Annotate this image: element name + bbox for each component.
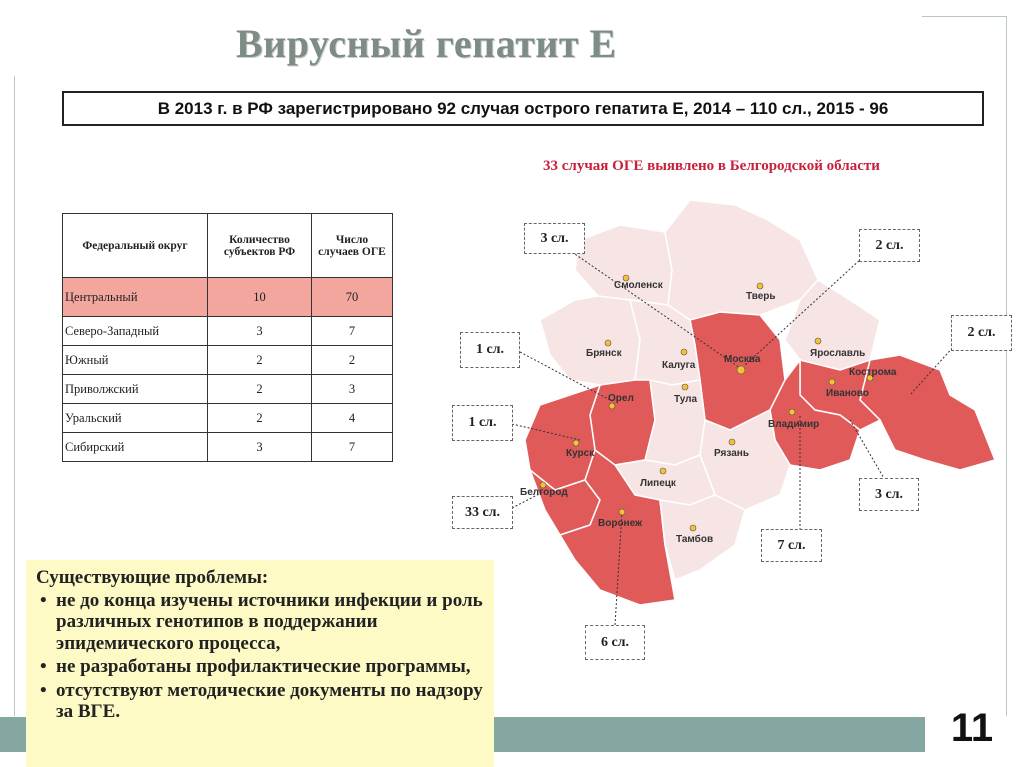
city-dot <box>729 439 735 445</box>
table-cell: 10 <box>208 278 312 317</box>
map-regions <box>525 200 995 605</box>
table-cell: Северо-Западный <box>63 317 208 346</box>
region-smolensk <box>575 225 672 305</box>
city-label: Орел <box>608 393 634 404</box>
city-label: Тула <box>674 394 698 405</box>
problems-box <box>26 560 494 767</box>
city-dot <box>681 349 687 355</box>
city-label: Белгород <box>520 487 568 498</box>
table-cell: 2 <box>312 346 393 375</box>
column-header: Количество субъектов РФ <box>208 214 312 278</box>
table-row <box>63 375 393 404</box>
table-cell: 70 <box>312 278 393 317</box>
problems-title: Существующие проблемы: <box>36 567 269 588</box>
list-item: • отсутствуют методические документы по надзору за ВГЕ. <box>56 680 486 723</box>
city-label: Тверь <box>746 291 776 302</box>
callout-3-cases-right: 3 сл. <box>859 478 919 511</box>
city-dot <box>829 379 835 385</box>
column-header: Число случаев ОГЕ <box>312 214 393 278</box>
city-label: Липецк <box>640 478 676 489</box>
city-dot <box>660 468 666 474</box>
federal-districts-table <box>62 213 393 462</box>
callout-33-cases: 33 сл. <box>452 496 513 529</box>
city-label: Брянск <box>586 348 622 359</box>
city-label: Иваново <box>826 388 870 399</box>
city-dot <box>619 509 625 515</box>
city-label: Кострома <box>849 367 897 378</box>
city-dot <box>789 409 795 415</box>
city-dot <box>573 440 579 446</box>
table-cell: Уральский <box>63 404 208 433</box>
table-row <box>63 433 393 462</box>
problems-list <box>36 590 486 723</box>
list-item: • не разработаны профилактические программы, <box>56 656 486 678</box>
city-label: Смоленск <box>614 280 663 291</box>
subtitle-text: В 2013 г. в РФ зарегистрировано 92 случая острого гепатита Е, 2014 – 110 сл., 2015 - 96 <box>157 98 889 118</box>
callout-1-case-lower: 1 сл. <box>452 405 513 441</box>
table-cell: 4 <box>312 404 393 433</box>
city-dot <box>757 283 763 289</box>
table-cell: 3 <box>312 375 393 404</box>
table-cell: 2 <box>208 375 312 404</box>
callout-2-cases-top-right: 2 сл. <box>859 229 920 262</box>
table-header-row <box>63 214 393 278</box>
list-item: • не до конца изучены источники инфекции и роль различных генотипов в поддержании эпидемического процесса, <box>56 590 486 655</box>
city-dot <box>682 384 688 390</box>
callout-3-cases-top: 3 сл. <box>524 223 585 254</box>
table-row <box>63 346 393 375</box>
table-cell: 2 <box>208 346 312 375</box>
city-label: Рязань <box>714 448 749 459</box>
table-cell: Сибирский <box>63 433 208 462</box>
region-tula <box>645 380 705 465</box>
table-cell: 2 <box>208 404 312 433</box>
table-cell: 3 <box>208 433 312 462</box>
table-row <box>63 317 393 346</box>
region-bryansk <box>540 296 640 385</box>
city-dot <box>737 366 745 374</box>
table-cell: Центральный <box>63 278 208 317</box>
city-label: Воронеж <box>598 518 643 529</box>
city-label: Калуга <box>662 360 696 371</box>
slide-number: 11 <box>950 706 994 750</box>
callout-2-cases-right: 2 сл. <box>951 315 1012 351</box>
table-row <box>63 278 393 317</box>
city-label: Владимир <box>768 419 820 430</box>
table-cell: 3 <box>208 317 312 346</box>
city-label: Ярославль <box>810 348 866 359</box>
map-caption: 33 случая ОГЕ выявлено в Белгородской области <box>543 158 880 174</box>
table-row <box>63 404 393 433</box>
table-cell: Приволжский <box>63 375 208 404</box>
table-cell: 7 <box>312 433 393 462</box>
region-tver <box>665 200 818 320</box>
callout-7-cases: 7 сл. <box>761 529 822 562</box>
column-header: Федеральный округ <box>63 214 208 278</box>
table-cell: Южный <box>63 346 208 375</box>
callout-1-case-upper: 1 сл. <box>460 332 520 368</box>
city-dot <box>605 340 611 346</box>
slide-title: Вирусный гепатит Е <box>236 21 617 66</box>
callout-6-cases: 6 сл. <box>585 625 645 660</box>
city-label: Тамбов <box>676 534 714 545</box>
city-dot <box>690 525 696 531</box>
city-label: Москва <box>724 354 761 365</box>
city-dot <box>815 338 821 344</box>
table-cell: 7 <box>312 317 393 346</box>
city-label: Курск <box>566 448 595 459</box>
